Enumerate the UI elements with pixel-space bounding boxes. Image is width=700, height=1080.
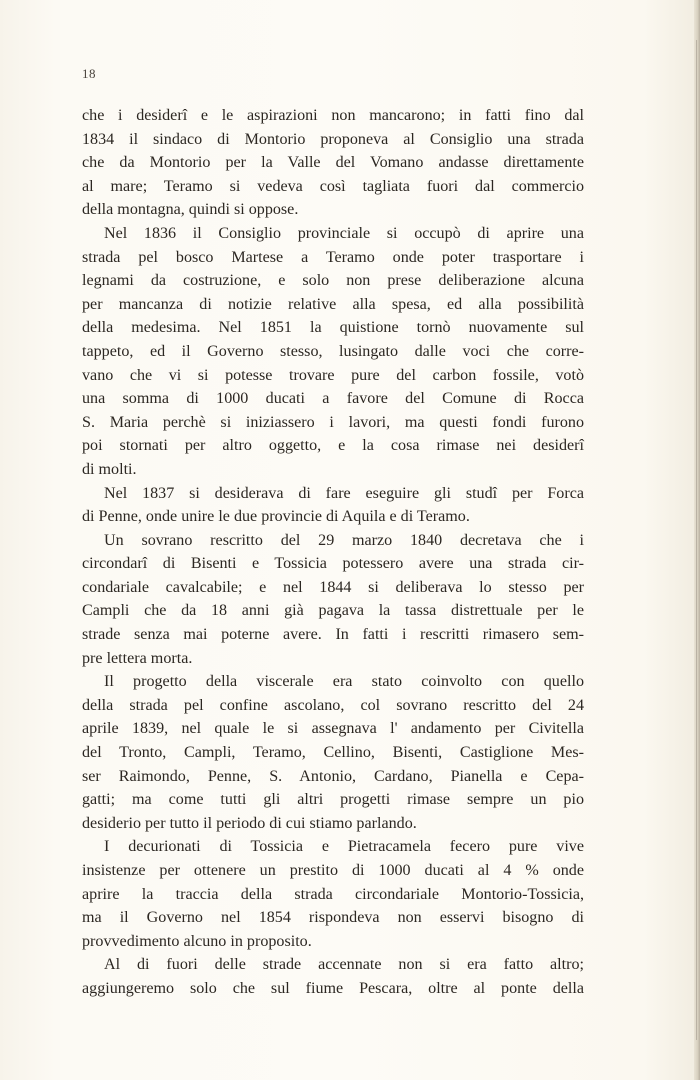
paragraph <box>82 953 584 1000</box>
paragraph <box>82 482 584 529</box>
text-line: ma il Governo nel 1854 rispondeva non esservi bisogno di <box>82 909 584 927</box>
paragraph <box>82 835 584 953</box>
text-line: condariale cavalcabile; e nel 1844 si deliberava lo stesso per <box>82 578 584 596</box>
text-line: per mancanza di notizie relative alla spesa, ed alla possibilità <box>82 295 584 313</box>
text-line: desiderio per tutto il periodo di cui stiamo parlando. <box>82 814 417 832</box>
paragraph <box>82 222 584 482</box>
text-line: 1834 il sindaco di Montorio proponeva al Consiglio una strada <box>82 130 584 148</box>
text-line: aprile 1839, nel quale le si assegnava l' andamento per Civitella <box>82 720 584 738</box>
body-text <box>82 104 584 1001</box>
text-line: una somma di 1000 ducati a favore del Comune di Rocca <box>82 390 584 408</box>
text-line: che da Montorio per la Valle del Vomano andasse direttamente <box>82 154 584 172</box>
paragraph <box>82 104 584 222</box>
text-line: circondarî di Bisenti e Tossicia potessero avere una strada cir- <box>82 555 584 573</box>
text-line: strade senza mai poterne avere. In fatti i rescritti rimasero sem- <box>82 626 584 644</box>
paragraph <box>82 670 584 835</box>
text-line: I decurionati di Tossicia e Pietracamela fecero pure vive <box>104 838 584 856</box>
text-line: Nel 1836 il Consiglio provinciale si occupò di aprire una <box>104 224 584 242</box>
text-line: di Penne, onde unire le due provincie di Aquila e di Teramo. <box>82 508 470 526</box>
text-line: Un sovrano rescritto del 29 marzo 1840 decretava che i <box>104 531 584 549</box>
text-line: del Tronto, Campli, Teramo, Cellino, Bisenti, Castiglione Mes- <box>82 744 584 762</box>
text-line: Il progetto della viscerale era stato coinvolto con quello <box>104 673 584 691</box>
text-line: tappeto, ed il Governo stesso, lusingato dalle voci che corre- <box>82 342 584 360</box>
text-line: Nel 1837 si desiderava di fare eseguire gli studî per Forca <box>104 484 584 502</box>
text-line: che i desiderî e le aspirazioni non mancarono; in fatti fino dal <box>82 107 584 124</box>
text-line: strada pel bosco Martese a Teramo onde poter trasportare i <box>82 248 584 266</box>
text-line: di molti. <box>82 460 137 478</box>
page-number: 18 <box>82 66 96 81</box>
text-line: della strada pel confine ascolano, col sovrano rescritto del 24 <box>82 696 584 714</box>
text-line: gatti; ma come tutti gli altri progetti rimase sempre un pio <box>82 791 584 809</box>
page-edge-line <box>696 40 697 1040</box>
text-line: della montagna, quindi si oppose. <box>82 201 299 219</box>
text-line: ser Raimondo, Penne, S. Antonio, Cardano, Pianella e Cepa- <box>82 767 584 785</box>
text-line: insistenze per ottenere un prestito di 1000 ducati al 4 % onde <box>82 862 584 879</box>
text-line: poi stornati per altro oggetto, e la cosa rimase nei desiderî <box>82 437 584 455</box>
page-edge-shadow <box>694 0 700 1080</box>
text-line: S. Maria perchè si iniziassero i lavori, ma questi fondi furono <box>82 413 584 431</box>
text-line: provvedimento alcuno in proposito. <box>82 932 312 950</box>
text-line: della medesima. Nel 1851 la quistione tornò nuovamente sul <box>82 319 584 337</box>
text-line: legnami da costruzione, e solo non prese deliberazione alcuna <box>82 272 584 290</box>
text-line: Al di fuori delle strade accennate non si era fatto altro; <box>104 956 584 974</box>
text-line: pre lettera morta. <box>82 649 193 667</box>
text-line: aggiungeremo solo che sul fiume Pescara, oltre al ponte della <box>82 979 584 997</box>
text-line: al mare; Teramo si vedeva così tagliata fuori dal commercio <box>82 177 584 195</box>
text-line: Campli che da 18 anni già pagava la tassa distrettuale per le <box>82 602 584 620</box>
text-line: vano che vi si potesse trovare pure del carbon fossile, votò <box>82 366 584 384</box>
text-line: aprire la traccia della strada circondariale Montorio-Tossicia, <box>82 885 584 903</box>
paragraph <box>82 529 584 671</box>
